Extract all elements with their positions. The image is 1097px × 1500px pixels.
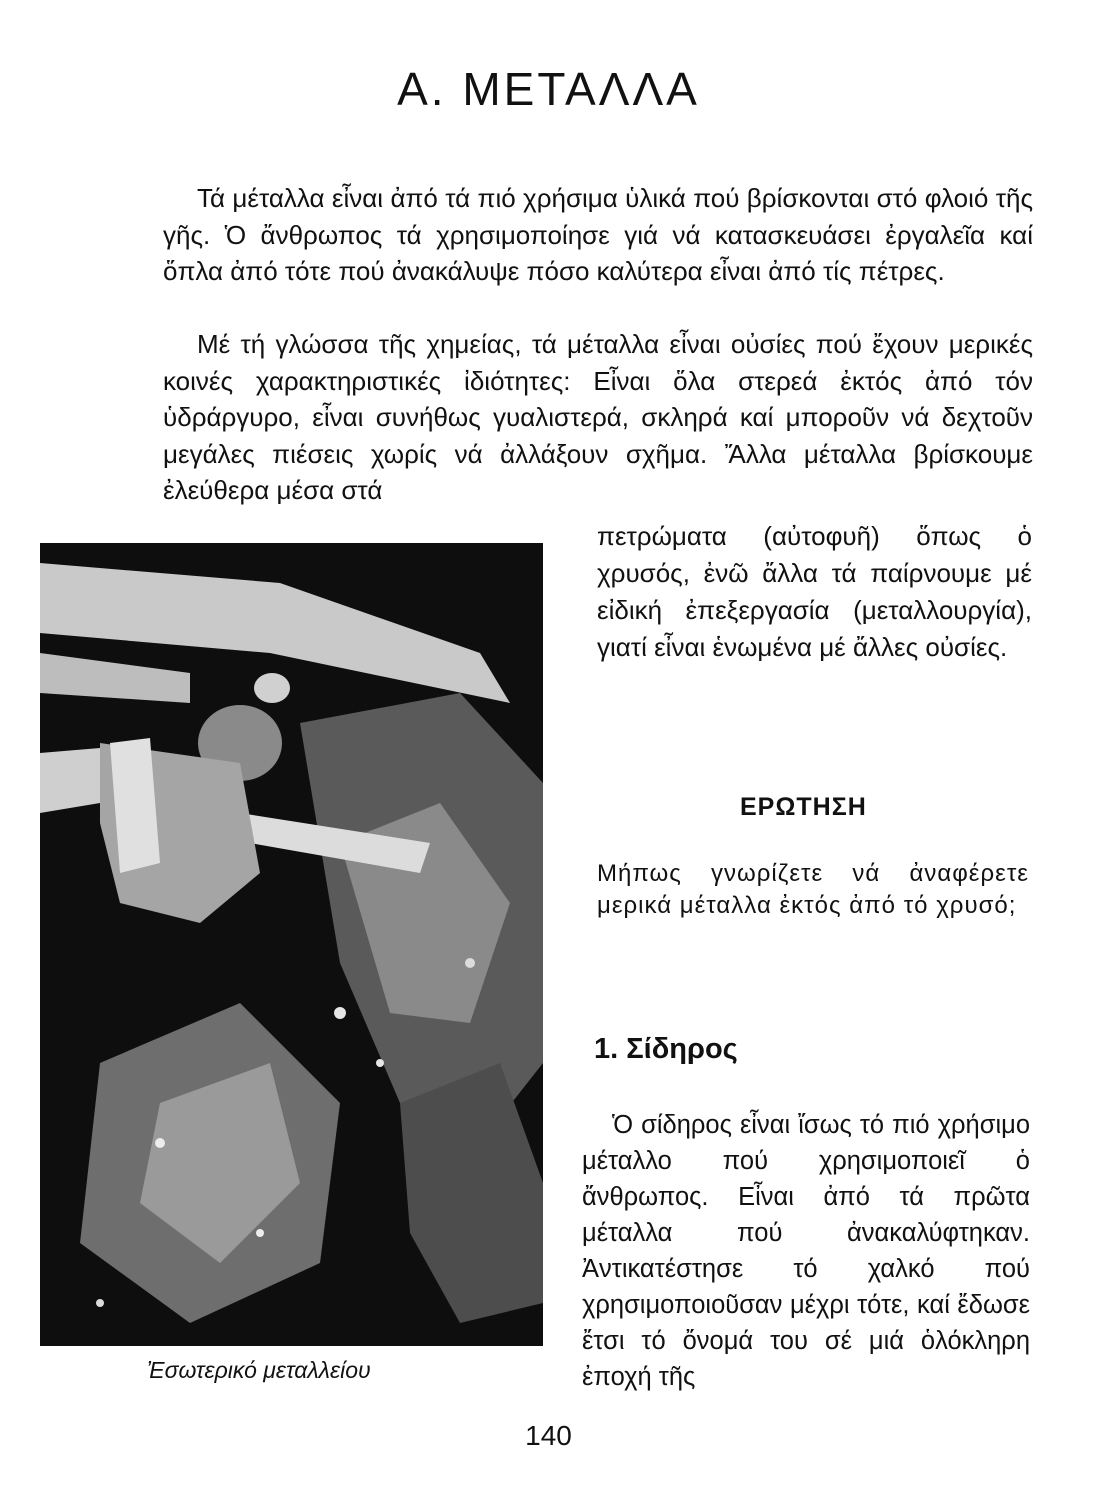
section-heading-iron: 1. Σίδηρος <box>594 1033 738 1065</box>
iron-paragraph: Ὁ σίδηρος εἶναι ἴσως τό πιό χρήσιμο μέταλλο πού χρησιμοποιεῖ ὁ ἄνθρωπος. Εἶναι ἀπό τά πρῶτα μέταλλα πού ἀνακαλύφτηκαν. Ἀντικατέστησε τό χαλκό πού χρησιμοποιοῦσαν μέχρι τότε, καί ἔδωσε ἔτσι τό ὄνομά του σέ μιά ὁλόκληρη ἐποχή τῆς <box>582 1111 1030 1391</box>
intro-paragraph-2-continued: πετρώματα (αὐτοφυῆ) ὅπως ὁ χρυσός, ἐνῶ ἄλλα τά παίρνουμε μέ εἰδική ἐπεξεργασία (μεταλλουργία), γιατί εἶναι ἑνωμένα μέ ἄλλες οὐσίες. <box>597 521 1032 662</box>
question-heading: ΕΡΩΤΗΣΗ <box>740 793 867 821</box>
intro-paragraph-1: Τά μέταλλα εἶναι ἀπό τά πιό χρήσιμα ὑλικά πού βρίσκονται στό φλοιό τῆς γῆς. Ὁ ἄνθρωπος τά χρησιμοποίησε γιά νά κατασκευάσει ἐργαλεῖα καί ὅπλα ἀπό τότε πού ἀνακάλυψε πόσο καλύτερα εἶναι ἀπό τίς πέτρες. <box>163 183 1033 286</box>
question-text: Μήπως γνωρίζετε νά ἀναφέρετε μερικά μέταλλα ἐκτός ἀπό τό χρυσό; <box>597 860 1029 919</box>
photo-caption: Ἐσωτερικό μεταλλείου <box>147 1357 371 1383</box>
page-number: 140 <box>525 1420 572 1451</box>
page-title: Α. ΜΕΤΑΛΛΑ <box>397 63 700 115</box>
intro-paragraph-2: Μέ τή γλώσσα τῆς χημείας, τά μέταλλα εἶναι οὐσίες πού ἔχουν μερικές κοινές χαρακτηριστικές ἰδιότητες: Εἶναι ὅλα στερεά ἐκτός ἀπό τόν ὑδράργυρο, εἶναι συνήθως γυαλιστερά, σκληρά καί μποροῦν νά δεχτοῦν μεγάλες πιέσεις χωρίς νά ἀλλάξουν σχῆμα. Ἄλλα μέταλλα βρίσκουμε ἐλεύθερα μέσα στά <box>163 329 1033 505</box>
mine-interior-photo <box>40 543 543 1346</box>
mine-photo-graphic <box>40 543 543 1346</box>
